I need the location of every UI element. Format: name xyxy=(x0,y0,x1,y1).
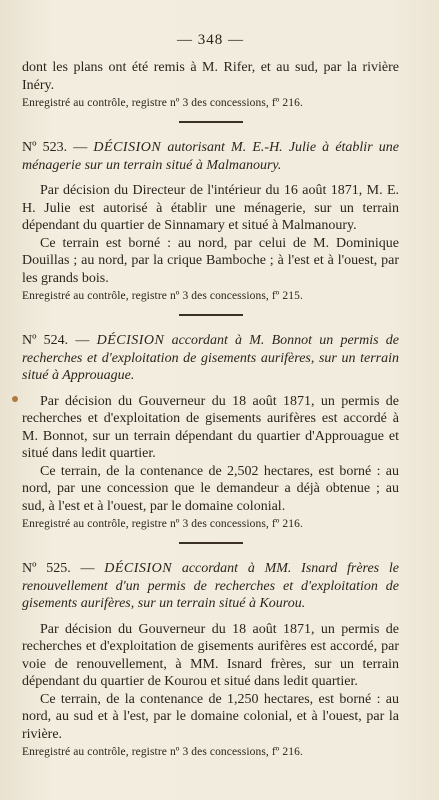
decision-entry xyxy=(22,560,399,760)
decision-entry xyxy=(22,139,399,304)
entry-title: autorisant M. E.-H. Julie à établir une ménagerie sur un terrain situé à Malmanoury. xyxy=(22,140,400,173)
entry-heading xyxy=(22,332,399,385)
separator-rule xyxy=(179,314,243,316)
entry-heading xyxy=(22,139,399,174)
entry-title: accordant à MM. Isnard frères le renouvellement d'un permis de recherches et d'exploitation de gisements aurifères, sur un terrain situé à Kourou. xyxy=(22,561,400,611)
entry-title: accordant à M. Bonnot un permis de recherches et d'exploitation de gisements aurifères, sur un terrain situé à Approuague. xyxy=(22,333,400,383)
entry-decision-word: DÉCISION xyxy=(96,333,165,348)
entry-registration: Enregistré au contrôle, registre nº 3 des concessions, fº 216. xyxy=(22,518,303,530)
entry-heading xyxy=(22,560,399,613)
entry-paragraph: Ce terrain, de la contenance de 1,250 hectares, est borné : au nord, au sud et à l'est, par le domaine colonial, et à l'ouest, par la rivière. xyxy=(22,691,399,742)
page-number: — 348 — xyxy=(177,32,244,48)
intro-text: dont les plans ont été remis à M. Rifer, et au sud, par la rivière Inéry. xyxy=(22,60,399,93)
separator-rule xyxy=(179,121,243,123)
entry-registration: Enregistré au contrôle, registre nº 3 des concessions, fº 216. xyxy=(22,746,303,758)
entry-paragraph: Par décision du Gouverneur du 18 août 1871, un permis de recherches et d'exploitation de gisements aurifères est accordé, par voie de renouvellement, à MM. Isnard frères, sur un terrain dépendant du quartier de Kourou et situé dans ledit quartier. xyxy=(22,621,399,689)
entry-paragraph: Ce terrain, de la contenance de 2,502 hectares, est borné : au nord, par une concession que le demandeur a déjà obtenue ; au sud, à l'est et à l'ouest, par le domaine colonial. xyxy=(22,463,399,514)
entry-decision-word: DÉCISION xyxy=(104,561,173,576)
entry-dash: — xyxy=(70,561,105,576)
entry-decision-word: DÉCISION xyxy=(93,140,162,155)
entry-registration: Enregistré au contrôle, registre nº 3 des concessions, fº 215. xyxy=(22,290,303,302)
entry-number: Nº 524. xyxy=(22,333,69,348)
entry-number: Nº 523. xyxy=(22,140,68,155)
intro-registration: Enregistré au contrôle, registre nº 3 des concessions, fº 216. xyxy=(22,97,303,109)
entry-paragraph: Par décision du Gouverneur du 18 août 1871, un permis de recherches et d'exploitation de gisements aurifères est accordé à M. Bonnot, sur un terrain dépendant du quartier d'Approuague et situé dans ledit quartier. xyxy=(22,393,399,461)
margin-ink-dot xyxy=(12,396,18,402)
entry-paragraph: Par décision du Directeur de l'intérieur du 16 août 1871, M. E. H. Julie est autorisé à établir une ménagerie, sur un terrain dépendant du quartier de Sinnamary et situé à Malmanoury. xyxy=(22,183,399,233)
separator-rule xyxy=(179,542,243,544)
decision-entry xyxy=(22,332,399,532)
entry-paragraph: Ce terrain est borné : au nord, par celui de M. Dominique Douillas ; au nord, par la crique Bamboche ; à l'est et à l'ouest, par les grands bois. xyxy=(22,235,399,286)
entry-dash: — xyxy=(68,333,97,348)
entry-dash: — xyxy=(67,140,94,155)
entry-number: Nº 525. xyxy=(22,561,71,576)
